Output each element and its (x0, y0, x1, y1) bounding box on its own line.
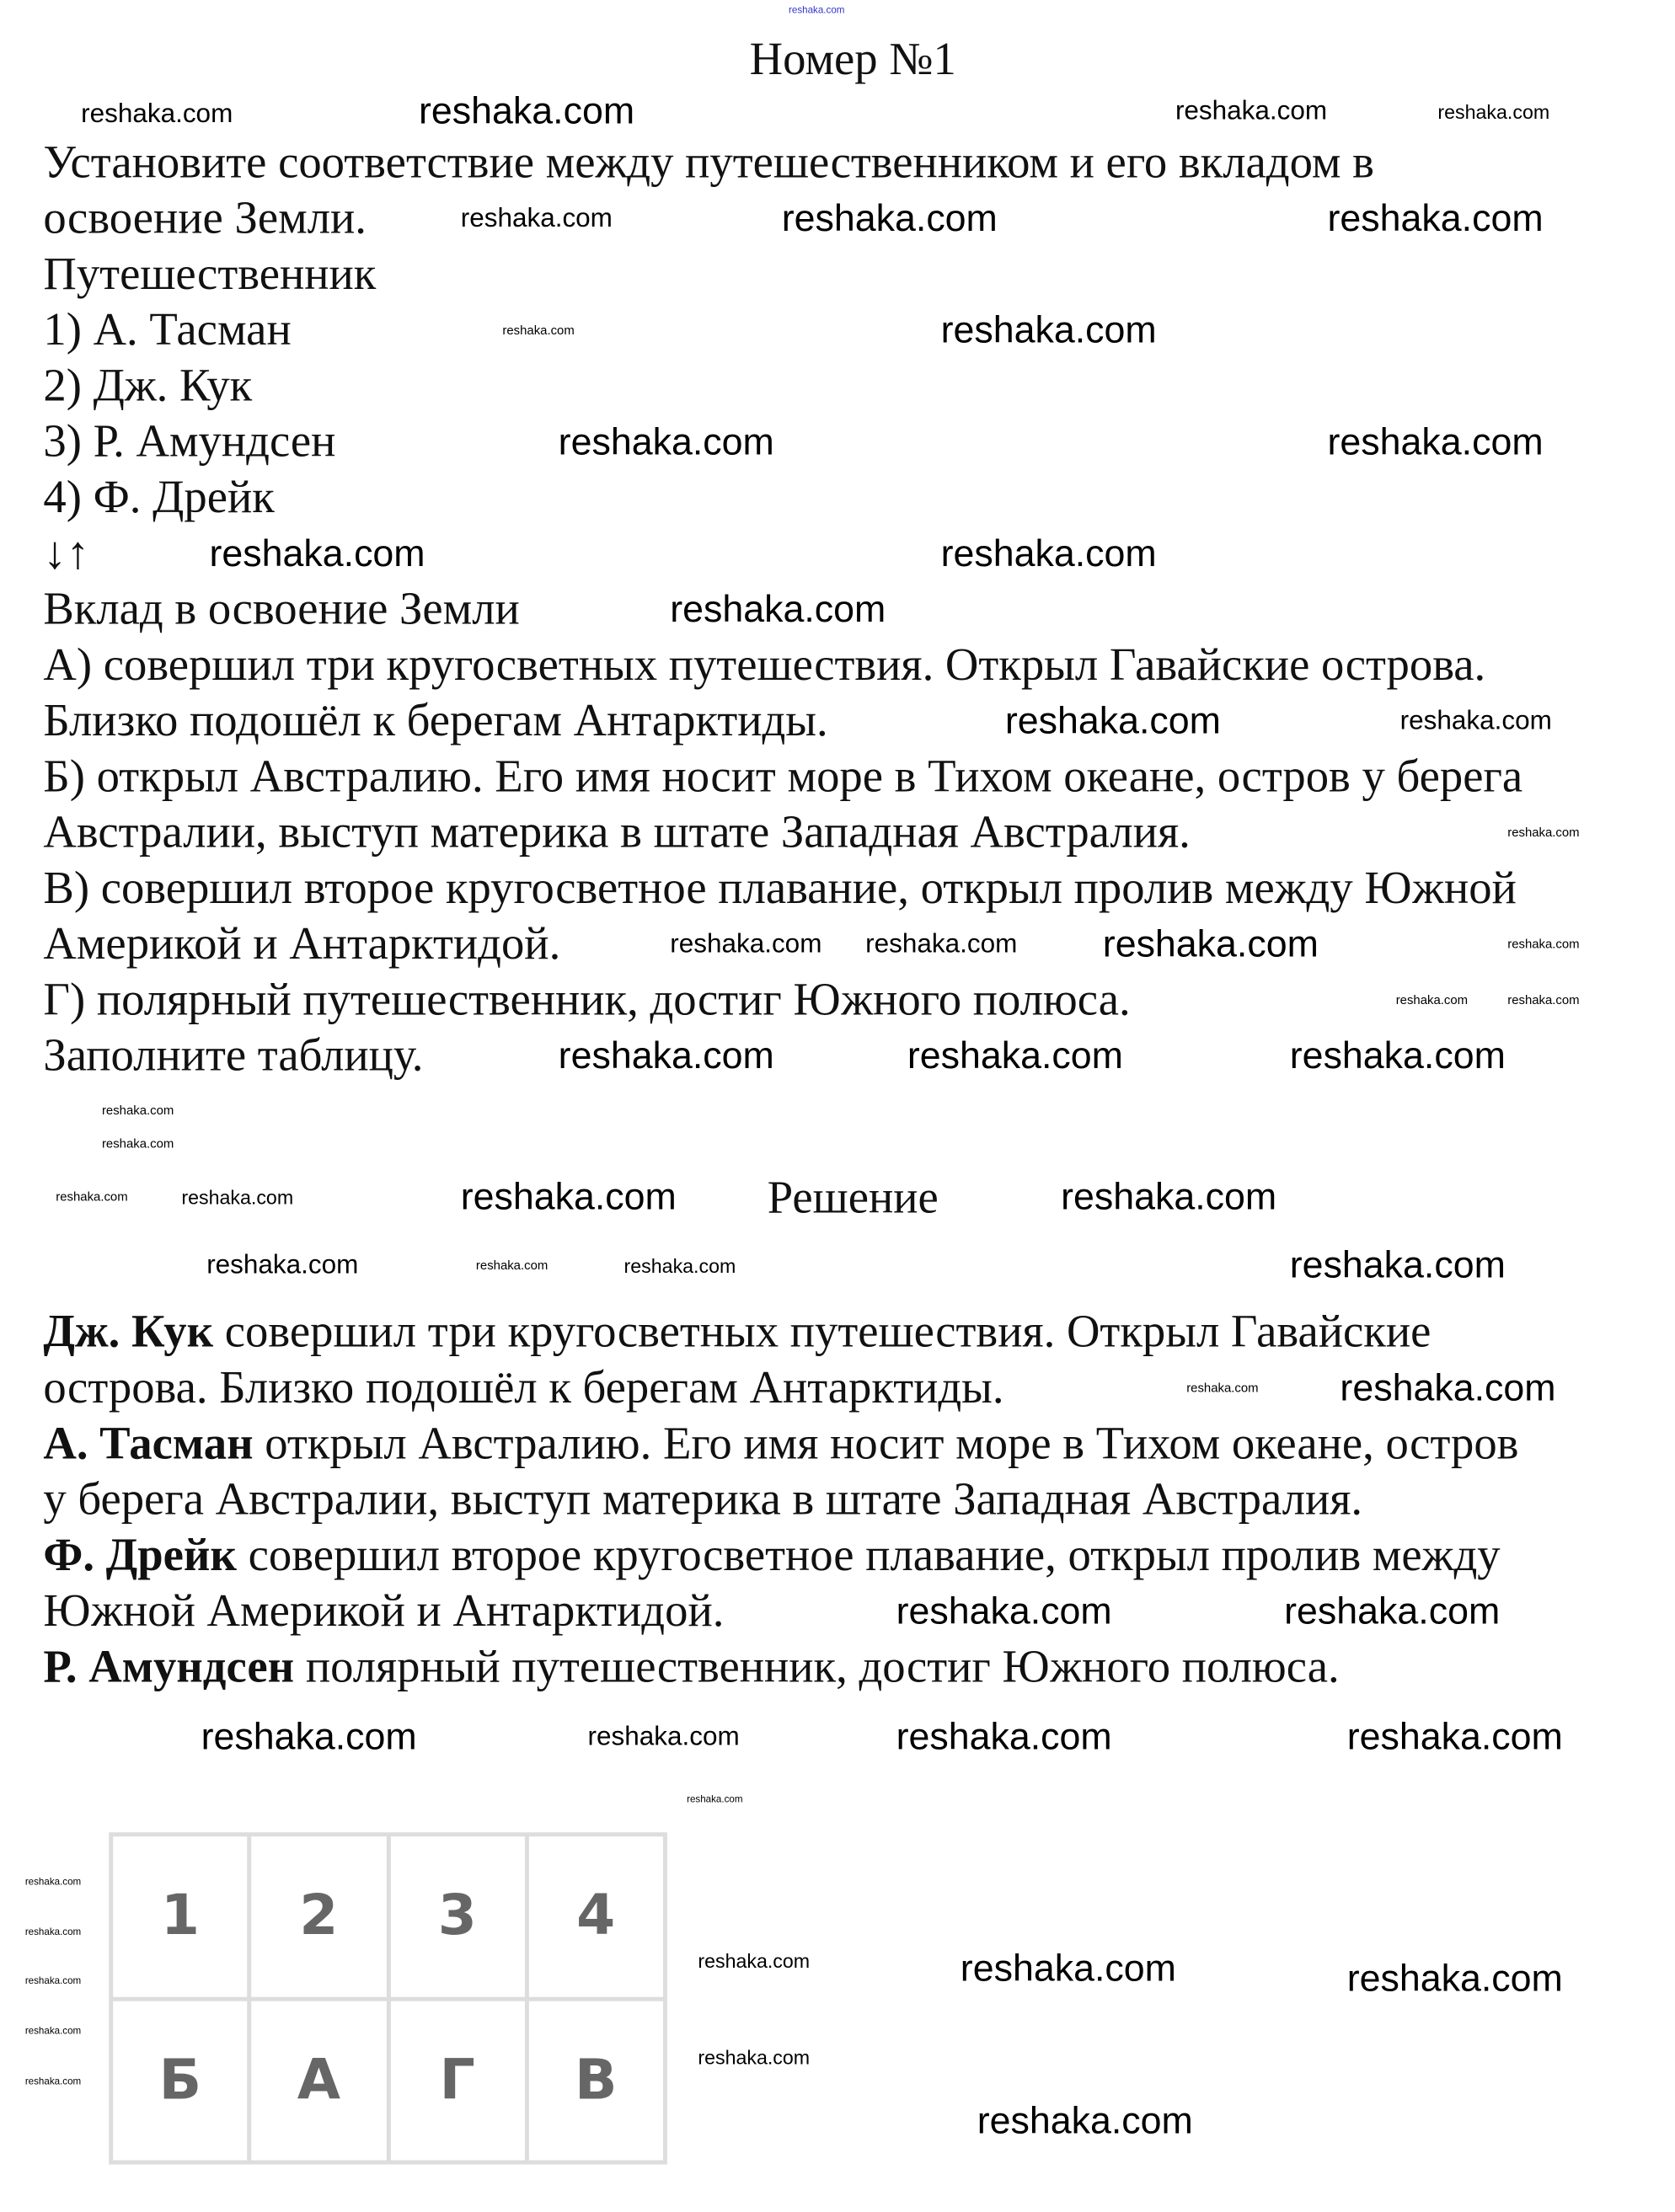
watermark: reshaka.com (1327, 420, 1544, 463)
watermark: reshaka.com (502, 323, 575, 338)
solution-line (43, 1584, 724, 1639)
watermark: reshaka.com (1507, 937, 1580, 952)
arrows-icon: ↓↑ (43, 528, 90, 580)
watermark: reshaka.com (460, 204, 613, 234)
watermark: reshaka.com (1284, 1590, 1501, 1632)
contributions-heading: Вклад в освоение Земли (43, 585, 520, 635)
contribution-item: Б) открыл Австралию. Его имя носит море в Тихом океане, остров у берега (43, 751, 1523, 803)
watermark: reshaka.com (209, 532, 425, 574)
solution-name: Р. Амундсен (43, 1642, 295, 1693)
answer-value-cell: Г (390, 2001, 524, 2161)
task-text: освоение Земли. (43, 194, 367, 244)
watermark: reshaka.com (698, 2045, 811, 2069)
solution-line (43, 1305, 1431, 1360)
watermark: reshaka.com (1507, 825, 1580, 840)
watermark: reshaka.com (960, 1947, 1176, 1990)
watermark: reshaka.com (1061, 1175, 1277, 1218)
solution-text: острова. Близко подошёл к берегам Антарктиды. (43, 1363, 1004, 1414)
watermark: reshaka.com (940, 308, 1157, 351)
watermark: reshaka.com (587, 1723, 740, 1752)
solution-line (43, 1528, 1500, 1584)
traveler-item: 1) А. Тасман (43, 305, 292, 356)
traveler-item: 2) Дж. Кук (43, 361, 253, 412)
watermark: reshaka.com (698, 1949, 811, 1972)
watermark: reshaka.com (1340, 1366, 1556, 1409)
watermark: reshaka.com (24, 1927, 82, 1938)
answer-header-cell: 1 (113, 1836, 247, 1996)
solution-text: открыл Австралию. Его имя носит море в Тихом океане, остров (253, 1419, 1519, 1470)
answer-value-cell: Б (113, 2001, 247, 2161)
answer-value-cell: А (252, 2001, 386, 2161)
watermark: reshaka.com (670, 588, 886, 631)
solution-text: у берега Австралии, выступ материка в штате Западная Австралия. (43, 1475, 1363, 1525)
traveler-item: 3) Р. Амундсен (43, 417, 336, 468)
watermark: reshaka.com (896, 1590, 1112, 1632)
watermark: reshaka.com (623, 1254, 736, 1277)
watermark: reshaka.com (1395, 992, 1469, 1007)
watermark: reshaka.com (789, 6, 845, 17)
contribution-item: Америкой и Антарктидой. (43, 919, 561, 970)
instruction: Заполните таблицу. (43, 1031, 424, 1082)
solution-text: полярный путешественник, достиг Южного полюса. (294, 1642, 1340, 1693)
watermark: reshaka.com (1346, 1715, 1563, 1758)
watermark: reshaka.com (896, 1715, 1112, 1758)
traveler-item: 4) Ф. Дрейк (43, 473, 275, 524)
solution-name: Ф. Дрейк (43, 1531, 237, 1582)
watermark: reshaka.com (1175, 97, 1328, 126)
watermark: reshaka.com (865, 930, 1018, 959)
watermark: reshaka.com (201, 1715, 417, 1758)
answer-value-cell: В (528, 2001, 662, 2161)
solution-line (43, 1640, 1339, 1696)
watermark: reshaka.com (687, 1795, 743, 1805)
contribution-item: Г) полярный путешественник, достиг Южного полюса. (43, 975, 1131, 1026)
watermark: reshaka.com (1289, 1034, 1506, 1077)
page-title: Номер №1 (749, 35, 956, 86)
solution-name: Дж. Кук (43, 1307, 214, 1358)
solution-name: А. Тасман (43, 1419, 254, 1470)
task-text: Установите соответствие между путешественником и его вкладом в (43, 138, 1375, 189)
watermark: reshaka.com (1327, 197, 1544, 240)
solution-line (43, 1360, 1003, 1416)
watermark: reshaka.com (1102, 922, 1319, 965)
watermark: reshaka.com (1289, 1243, 1506, 1286)
contribution-item: Близко подошёл к берегам Антарктиды. (43, 696, 828, 747)
watermark: reshaka.com (558, 420, 774, 463)
watermark: reshaka.com (1186, 1381, 1259, 1395)
watermark: reshaka.com (206, 1251, 359, 1281)
solution-text: Южной Америкой и Антарктидой. (43, 1586, 725, 1638)
watermark: reshaka.com (460, 1175, 677, 1218)
watermark: reshaka.com (24, 2027, 82, 2037)
watermark: reshaka.com (24, 2076, 82, 2087)
watermark: reshaka.com (24, 1976, 82, 1987)
travelers-heading: Путешественник (43, 249, 377, 301)
contribution-item: А) совершил три кругосветных путешествия. Открыл Гавайские острова. (43, 640, 1486, 692)
answer-table (109, 1832, 667, 2164)
watermark: reshaka.com (1346, 1957, 1563, 2000)
watermark: reshaka.com (1004, 699, 1221, 742)
watermark: reshaka.com (24, 1878, 82, 1888)
watermark: reshaka.com (781, 197, 998, 240)
watermark: reshaka.com (101, 1136, 174, 1151)
watermark: reshaka.com (940, 532, 1157, 574)
solution-text: совершил три кругосветных путешествия. Открыл Гавайские (213, 1307, 1432, 1358)
watermark: reshaka.com (907, 1034, 1123, 1077)
watermark: reshaka.com (101, 1103, 174, 1118)
solution-line (43, 1472, 1362, 1528)
watermark: reshaka.com (977, 2099, 1193, 2142)
answer-header-cell: 3 (390, 1836, 524, 1996)
contribution-item: Австралии, выступ материка в штате Западная Австралия. (43, 808, 1191, 858)
watermark: reshaka.com (419, 89, 635, 132)
solution-heading: Решение (767, 1173, 939, 1224)
watermark: reshaka.com (558, 1034, 774, 1077)
answer-header-cell: 4 (528, 1836, 662, 1996)
contribution-item: В) совершил второе кругосветное плавание, открыл пролив между Южной (43, 863, 1517, 915)
solution-line (43, 1417, 1518, 1472)
watermark: reshaka.com (56, 1189, 128, 1204)
watermark: reshaka.com (81, 99, 233, 130)
answer-header-cell: 2 (252, 1836, 386, 1996)
watermark: reshaka.com (181, 1186, 294, 1209)
watermark: reshaka.com (1507, 992, 1580, 1007)
watermark: reshaka.com (1399, 707, 1552, 736)
solution-text: совершил второе кругосветное плавание, открыл пролив между (236, 1531, 1501, 1582)
watermark: reshaka.com (475, 1258, 549, 1273)
watermark: reshaka.com (670, 930, 822, 959)
watermark: reshaka.com (1437, 100, 1550, 123)
